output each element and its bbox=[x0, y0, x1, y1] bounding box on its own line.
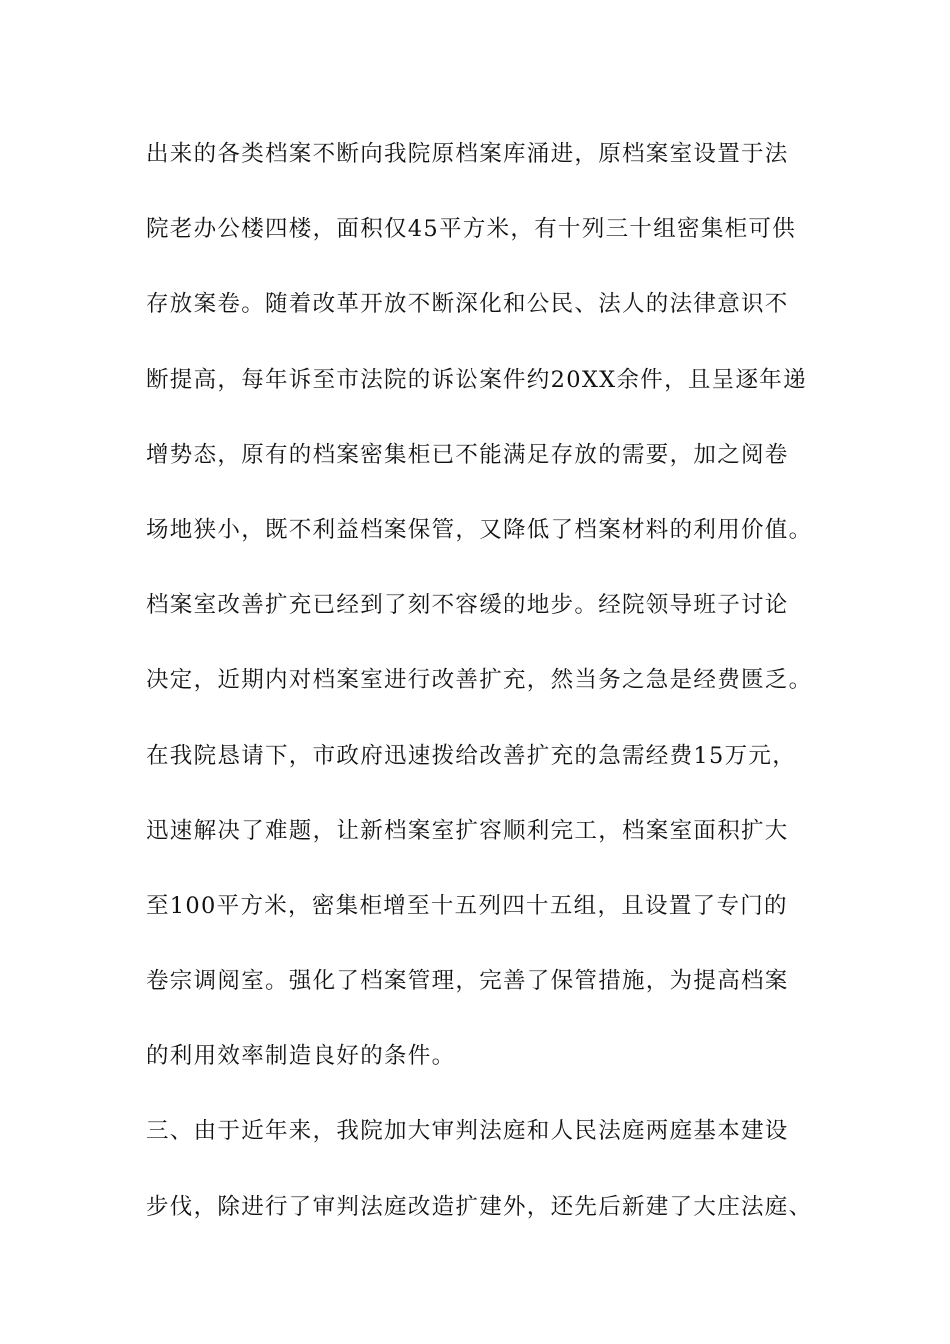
text-line: 档案室改善扩充已经到了刻不容缓的地步。经院领导班子讨论 bbox=[146, 592, 789, 619]
text-line: 至100平方米，密集柜增至十五列四十五组，且设置了专门的 bbox=[146, 892, 788, 919]
text-line: 场地狭小，既不利益档案保管，又降低了档案材料的利用价值。 bbox=[146, 516, 813, 543]
text-line: 的利用效率制造良好的条件。 bbox=[146, 1043, 456, 1070]
text-line: 存放案卷。随着改革开放不断深化和公民、法人的法律意识不 bbox=[146, 291, 789, 318]
text-line: 步伐，除进行了审判法庭改造扩建外，还先后新建了大庄法庭、 bbox=[146, 1193, 813, 1220]
text-line: 决定，近期内对档案室进行改善扩充，然当务之急是经费匮乏。 bbox=[146, 667, 813, 694]
text-line: 增势态，原有的档案密集柜已不能满足存放的需要，加之阅卷 bbox=[146, 441, 789, 468]
text-line: 断提高，每年诉至市法院的诉讼案件约20XX余件，且呈逐年递 bbox=[146, 366, 807, 393]
text-line: 在我院恳请下，市政府迅速拨给改善扩充的急需经费15万元， bbox=[146, 742, 797, 769]
text-line: 迅速解决了难题，让新档案室扩容顺利完工，档案室面积扩大 bbox=[146, 817, 789, 844]
text-line: 卷宗调阅室。强化了档案管理，完善了保管措施，为提高档案 bbox=[146, 968, 789, 995]
body-text bbox=[146, 136, 836, 1264]
text-line: 院老办公楼四楼，面积仅45平方米，有十列三十组密集柜可供 bbox=[146, 216, 797, 243]
text-line: 三、由于近年来，我院加大审判法庭和人民法庭两庭基本建设 bbox=[146, 1118, 789, 1145]
text-line: 出来的各类档案不断向我院原档案库涌进，原档案室设置于法 bbox=[146, 141, 789, 167]
